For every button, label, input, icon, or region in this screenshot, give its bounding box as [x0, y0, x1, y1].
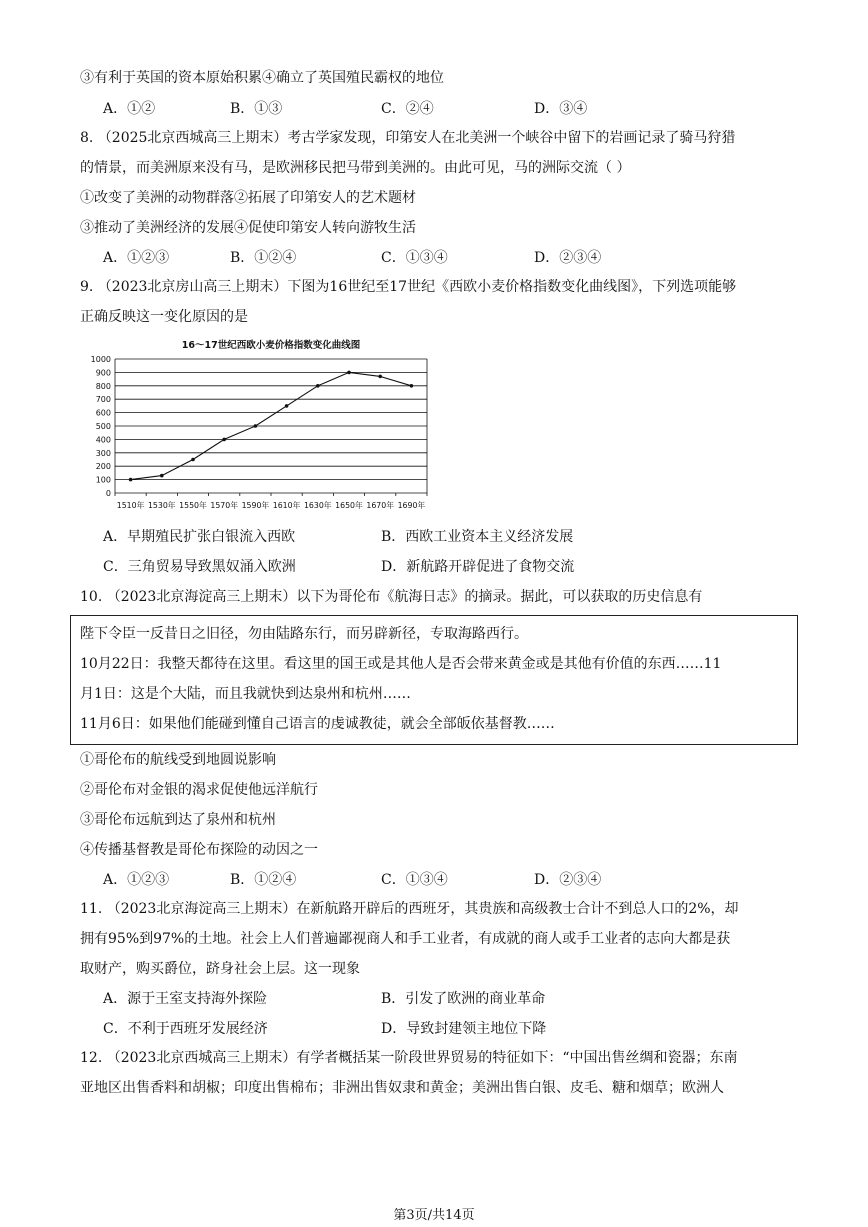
y-tick-label: 900 [95, 368, 111, 378]
q7-option-b: B．①③ [230, 101, 283, 117]
y-tick-label: 1000 [90, 355, 111, 364]
data-point [285, 404, 289, 408]
q8-stem-line-1: 8. （2025北京西城高三上期末）考古学家发现，印第安人在北美洲一个峡谷中留下的岩画记录了骑马狩猎 [80, 130, 736, 146]
y-tick-label: 600 [95, 408, 111, 418]
data-point [222, 438, 226, 442]
q9-option-d: D．新航路开辟促进了食物交流 [381, 559, 575, 575]
x-tick-label: 1590年 [241, 501, 270, 510]
q9-option-b: B．西欧工业资本主义经济发展 [381, 529, 574, 545]
q8-statement-1: ①改变了美洲的动物群落②拓展了印第安人的艺术题材 [80, 190, 416, 206]
q9-option-c: C．三角贸易导致黑奴涌入欧洲 [103, 559, 296, 575]
data-point [254, 424, 258, 428]
q8-stem-line-2: 的情景，而美洲原来没有马，是欧洲移民把马带到美洲的。由此可见，马的洲际交流（ ） [80, 160, 631, 176]
q9-stem-line-1: 9. （2023北京房山高三上期末）下图为16世纪至17世纪《西欧小麦价格指数变化曲线图》，下列选项能够 [80, 279, 737, 295]
y-tick-label: 800 [95, 381, 111, 391]
q12-stem-line-2: 亚地区出售香料和胡椒；印度出售棉布；非洲出售奴隶和黄金；美洲出售白银、皮毛、糖和烟草；欧洲人 [80, 1080, 724, 1096]
q9-option-a: A．早期殖民扩张白银流入西欧 [103, 529, 296, 545]
y-tick-label: 200 [95, 462, 111, 472]
x-tick-label: 1670年 [366, 501, 395, 510]
x-tick-label: 1650年 [335, 501, 363, 510]
x-tick-label: 1550年 [179, 501, 207, 510]
q10-option-d: D．②③④ [534, 872, 602, 888]
q10-statement-4: ④传播基督教是哥伦布探险的动因之一 [80, 842, 318, 858]
data-point [347, 371, 351, 375]
q11-stem-line-1: 11. （2023北京海淀高三上期末）在新航路开辟后的西班牙，其贵族和高级教士合计不到总人口的2%，却 [80, 901, 739, 917]
q11-option-b: B．引发了欧洲的商业革命 [381, 991, 546, 1007]
excerpt-paragraph-2b: 月1日：这是个大陆，而且我就快到达泉州和杭州…… [80, 686, 411, 702]
q10-stem: 10. （2023北京海淀高三上期末）以下为哥伦布《航海日志》的摘录。据此，可以获取的历史信息有 [80, 589, 703, 605]
data-point [160, 474, 164, 478]
q10-statement-2: ②哥伦布对金银的渴求促使他远洋航行 [80, 782, 318, 798]
excerpt-paragraph-3: 11月6日：如果他们能碰到懂自己语言的虔诚教徒，就会全部皈依基督教…… [80, 716, 555, 732]
q11-option-d: D．导致封建领主地位下降 [381, 1021, 547, 1037]
q11-stem-line-3: 取财产，购买爵位，跻身社会上层。这一现象 [80, 961, 360, 977]
q10-option-c: C．①③④ [381, 872, 448, 888]
q7-option-c: C．②④ [381, 101, 434, 117]
excerpt-paragraph-1: 陛下令臣一反昔日之旧径，勿由陆路东行，而另辟新径，专取海路西行。 [80, 626, 528, 642]
y-tick-label: 0 [105, 489, 111, 498]
x-tick-label: 1690年 [397, 501, 426, 510]
chart-title: 16～17世纪西欧小麦价格指数变化曲线图 [181, 340, 361, 351]
q11-option-a: A．源于王室支持海外探险 [103, 991, 268, 1007]
data-point [410, 384, 414, 388]
q11-stem-line-2: 拥有95%到97%的土地。社会上人们普遍鄙视商人和手工业者，有成就的商人或手工业者的志向大都是获 [80, 931, 731, 947]
y-tick-label: 400 [95, 435, 111, 445]
y-tick-label: 700 [95, 395, 111, 405]
q12-stem-line-1: 12. （2023北京西城高三上期末）有学者概括某一阶段世界贸易的特征如下：“中国出售丝绸和瓷器；东南 [80, 1050, 738, 1066]
q7-option-d: D．③④ [534, 101, 588, 117]
q10-statement-3: ③哥伦布远航到达了泉州和杭州 [80, 812, 276, 828]
q8-option-b: B．①②④ [230, 250, 297, 266]
q11-option-c: C．不利于西班牙发展经济 [103, 1021, 268, 1037]
data-point [129, 478, 133, 482]
x-tick-label: 1610年 [272, 501, 301, 510]
y-tick-label: 300 [95, 448, 111, 458]
q9-stem-line-2: 正确反映这一变化原因的是 [80, 309, 248, 325]
x-tick-label: 1510年 [116, 501, 145, 510]
y-tick-label: 500 [95, 422, 111, 431]
x-tick-label: 1630年 [303, 501, 332, 510]
x-tick-label: 1570年 [210, 501, 239, 510]
data-point [316, 384, 320, 388]
q8-statement-2: ③推动了美洲经济的发展④促使印第安人转向游牧生活 [80, 220, 416, 236]
q7-option-a: A．①② [103, 101, 156, 117]
data-point [191, 458, 195, 462]
q8-option-a: A．①②③ [103, 250, 170, 266]
x-tick-label: 1530年 [147, 501, 176, 510]
q8-option-c: C．①③④ [381, 250, 448, 266]
q10-option-b: B．①②④ [230, 872, 297, 888]
excerpt-paragraph-2a: 10月22日：我整天都待在这里。看这里的国王或是其他人是否会带来黄金或是其他有价值的东西……11 [80, 656, 722, 672]
q7-statement-line: ③有利于英国的资本原始积累④确立了英国殖民霸权的地位 [80, 70, 444, 86]
page-footer: 第3页/共14页 [393, 1208, 475, 1223]
data-point [378, 375, 382, 379]
q8-option-d: D．②③④ [534, 250, 602, 266]
y-tick-label: 100 [95, 475, 111, 485]
q10-statement-1: ①哥伦布的航线受到地圆说影响 [80, 752, 276, 768]
wheat-price-chart [82, 334, 434, 514]
q10-option-a: A．①②③ [103, 872, 170, 888]
